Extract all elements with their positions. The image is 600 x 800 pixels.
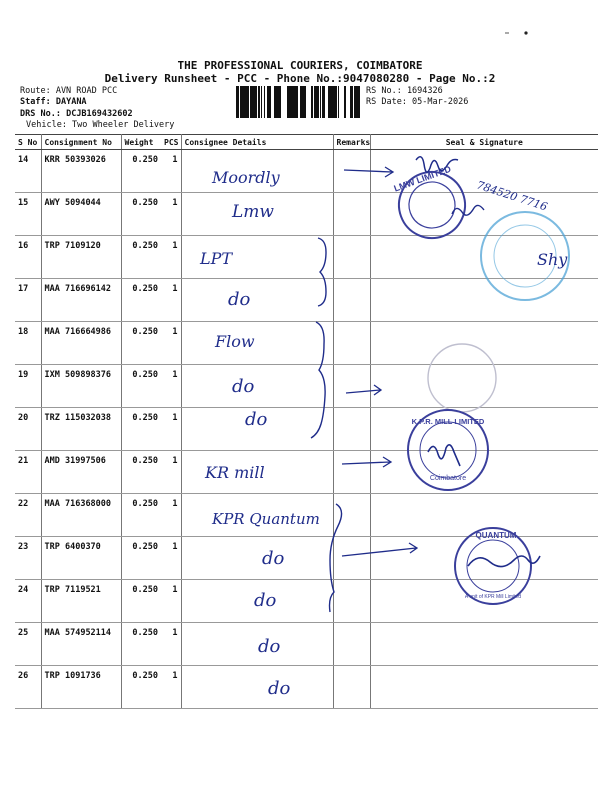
cell-seal-signature [370,580,598,623]
table-row [15,580,598,623]
cell-consignment-no: AMD 31997506 [41,451,121,494]
cell-seal-signature [370,537,598,580]
cell-pcs: 1 [161,279,181,322]
cell-sno: 25 [15,623,41,666]
table-row [15,236,598,279]
cell-consignee-details [181,494,333,537]
cell-remarks [333,451,370,494]
handwritten-consignee: KPR Quantum [212,510,320,528]
handwritten-consignee: LPT [200,249,233,268]
cell-consignee-details [181,408,333,451]
barcode-bar [279,86,281,118]
cell-consignment-no: AWY 5094044 [41,193,121,236]
cell-remarks [333,408,370,451]
cell-consignee-details [181,623,333,666]
barcode-bar [334,86,335,118]
quantum-stamp-text: QUANTUM [475,531,517,540]
table-row [15,322,598,365]
table-row [15,623,598,666]
barcode-bar [332,86,334,118]
cell-seal-signature [370,193,598,236]
barcode-bar [276,86,278,118]
cell-consignee-details [181,537,333,580]
lmw-stamp-text: LMW LIMITED [392,163,453,194]
cell-weight: 0.250 [121,537,161,580]
cell-sno: 22 [15,494,41,537]
rs-date: RS Date: 05-Mar-2026 [366,97,469,107]
cell-consignee-details [181,150,333,193]
cell-sno: 21 [15,451,41,494]
cell-pcs: 1 [161,666,181,709]
drs-label: DRS No.: [20,109,61,119]
cell-pcs: 1 [161,236,181,279]
cell-consignee-details [181,580,333,623]
runsheet-subtitle: Delivery Runsheet - PCC - Phone No.:9047080280 - Page No.:2 [104,72,496,85]
barcode-bar [317,86,318,118]
barcode-bar [294,86,296,118]
rs-number: RS No.: 1694326 [366,86,443,96]
cell-seal-signature [370,322,598,365]
cell-weight: 0.250 [121,322,161,365]
col-header-consignee: Consignee Details [181,135,333,150]
cell-sno: 23 [15,537,41,580]
cell-consignment-no: IXM 509898376 [41,365,121,408]
handwritten-consignee: Flow [215,332,255,351]
handwritten-number: 784520 7716 [475,178,549,214]
cell-remarks [333,279,370,322]
barcode-bar [323,86,324,118]
cell-consignment-no: TRP 7109120 [41,236,121,279]
barcode-bar [316,86,317,118]
barcode-bar [305,86,306,118]
cell-consignment-no: TRP 1091736 [41,666,121,709]
barcode-bar [270,86,271,118]
cell-sno: 17 [15,279,41,322]
cell-sno: 20 [15,408,41,451]
table-row [15,494,598,537]
barcode-bar [267,86,269,118]
cell-pcs: 1 [161,537,181,580]
stray-mark [524,31,527,34]
cell-consignment-no: TRZ 115032038 [41,408,121,451]
cell-sno: 14 [15,150,41,193]
cell-remarks [333,623,370,666]
cell-seal-signature [370,408,598,451]
cell-remarks [333,193,370,236]
barcode-bar [269,86,270,118]
cell-remarks [333,666,370,709]
route-label: Route: AVN ROAD PCC [20,86,118,96]
handwritten-consignee: do [258,636,281,657]
cell-pcs: 1 [161,322,181,365]
barcode-bar [335,86,336,118]
barcode-bar [290,86,291,118]
cell-weight: 0.250 [121,451,161,494]
cell-pcs: 1 [161,623,181,666]
cell-weight: 0.250 [121,236,161,279]
barcode-bar [338,86,339,118]
col-header-seal-signature: Seal & Signature [370,135,598,150]
handwritten-consignee: do [262,548,285,569]
barcode-bar [344,86,346,118]
cell-seal-signature [370,494,598,537]
kpr-mill-stamp-city: Coimbatore [429,475,467,482]
barcode-bar [242,86,245,118]
cell-remarks [333,537,370,580]
cell-remarks [333,580,370,623]
barcode-bar [314,86,316,118]
barcode [236,86,361,118]
table-row [15,279,598,322]
cell-consignee-details [181,322,333,365]
cell-seal-signature [370,236,598,279]
cell-weight: 0.250 [121,666,161,709]
cell-consignment-no: MAA 716368000 [41,494,121,537]
cell-weight: 0.250 [121,494,161,537]
handwritten-consignee: do [232,376,255,397]
table-row [15,451,598,494]
handwritten-consignee: Moordly [212,168,280,187]
barcode-bar [296,86,298,118]
cell-weight: 0.250 [121,580,161,623]
cell-consignee-details [181,451,333,494]
cell-sno: 18 [15,322,41,365]
cell-pcs: 1 [161,451,181,494]
cell-seal-signature [370,623,598,666]
barcode-bar [237,86,238,118]
barcode-bar [291,86,294,118]
cell-seal-signature [370,150,598,193]
cell-pcs: 1 [161,494,181,537]
cell-consignee-details [181,236,333,279]
col-header-pcs: PCS [161,135,181,150]
barcode-bar [289,86,290,118]
cell-weight: 0.250 [121,279,161,322]
cell-pcs: 1 [161,408,181,451]
handwritten-consignee: Lmw [232,202,274,222]
barcode-bar [245,86,246,118]
runsheet-table [15,134,598,709]
barcode-bar [264,86,265,118]
barcode-bar [278,86,279,118]
col-header-consignment: Consignment No [41,135,121,150]
cell-weight: 0.250 [121,623,161,666]
cell-sno: 19 [15,365,41,408]
cell-sno: 15 [15,193,41,236]
cell-seal-signature [370,451,598,494]
cell-weight: 0.250 [121,365,161,408]
cell-weight: 0.250 [121,408,161,451]
barcode-bar [328,86,331,118]
table-row [15,408,598,451]
cell-seal-signature [370,279,598,322]
barcode-bar [236,86,237,118]
staff-row [20,97,87,107]
table-header-row [15,135,598,150]
barcode-bar [250,86,252,118]
barcode-bar [287,86,289,118]
col-header-sno: S No [15,135,41,150]
signature-text: Shy [537,250,568,269]
barcode-bar [354,86,357,118]
barcode-bar [240,86,242,118]
cell-seal-signature [370,666,598,709]
table-row [15,666,598,709]
drs-row [20,109,133,119]
table-row [15,193,598,236]
barcode-bar [320,86,321,118]
cell-consignee-details [181,279,333,322]
staff-name: DAYANA [55,97,87,107]
cell-consignee-details [181,193,333,236]
barcode-bar [238,86,239,118]
cell-consignment-no: MAA 716696142 [41,279,121,322]
col-header-remarks: Remarks [333,135,370,150]
drs-number: DCJB169432602 [66,109,133,119]
cell-sno: 26 [15,666,41,709]
handwritten-consignee: do [254,590,277,611]
cell-seal-signature [370,365,598,408]
kpr-mill-stamp-text: K.P.R. MILL LIMITED [411,417,485,426]
table-row [15,365,598,408]
cell-sno: 16 [15,236,41,279]
barcode-bar [259,86,260,118]
cell-consignment-no: TRP 7119521 [41,580,121,623]
handwritten-consignee: do [268,678,291,699]
cell-consignee-details [181,666,333,709]
barcode-bar [312,86,313,118]
barcode-bar [248,86,249,118]
quantum-stamp-sub: A unit of KPR Mill Limited [464,594,522,600]
cell-consignment-no: KRR 50393026 [41,150,121,193]
cell-consignment-no: MAA 574952114 [41,623,121,666]
table-row [15,537,598,580]
barcode-bar [331,86,332,118]
barcode-bar [274,86,275,118]
cell-pcs: 1 [161,580,181,623]
barcode-bar [300,86,302,118]
barcode-bar [254,86,257,118]
barcode-bar [324,86,325,118]
cell-weight: 0.250 [121,150,161,193]
staff-label: Staff: [20,97,51,107]
cell-remarks [333,322,370,365]
barcode-bar [246,86,248,118]
barcode-bar [318,86,319,118]
cell-weight: 0.250 [121,193,161,236]
barcode-bar [311,86,312,118]
table-row [15,150,598,193]
cell-remarks [333,494,370,537]
cell-pcs: 1 [161,150,181,193]
cell-remarks [333,150,370,193]
barcode-bar [252,86,254,118]
cell-sno: 24 [15,580,41,623]
handwritten-consignee: KR mill [205,463,265,482]
barcode-bar [302,86,305,118]
barcode-bar [336,86,337,118]
barcode-bar [275,86,276,118]
company-title: THE PROFESSIONAL COURIERS, COIMBATORE [177,59,423,72]
barcode-bar [258,86,259,118]
barcode-bar [350,86,353,118]
cell-pcs: 1 [161,193,181,236]
cell-remarks [333,365,370,408]
cell-remarks [333,236,370,279]
col-header-weight: Weight [121,135,161,150]
vehicle-label: Vehicle: Two Wheeler Delivery [26,120,175,130]
barcode-bar [261,86,262,118]
barcode-bar [322,86,323,118]
cell-consignment-no: TRP 6400370 [41,537,121,580]
handwritten-consignee: do [228,289,251,310]
handwritten-consignee: do [245,409,268,430]
barcode-bar [357,86,360,118]
cell-consignment-no: MAA 716664986 [41,322,121,365]
cell-consignee-details [181,365,333,408]
cell-pcs: 1 [161,365,181,408]
